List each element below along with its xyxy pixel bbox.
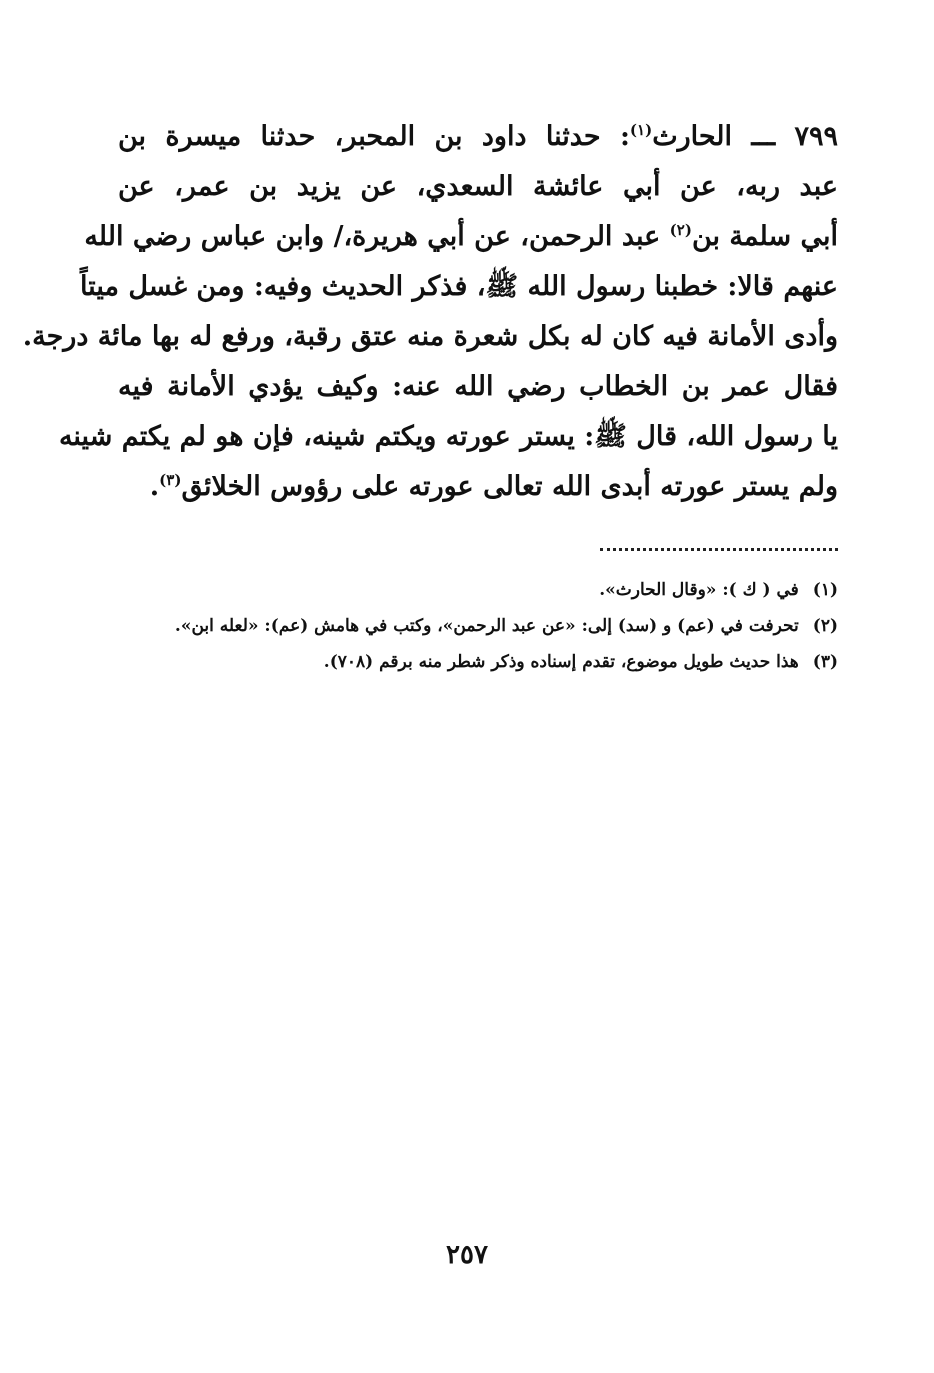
footnote-2 bbox=[118, 608, 838, 644]
footnote-ref-3: (٣) bbox=[159, 471, 182, 489]
footnote-3 bbox=[118, 644, 838, 680]
body-line-8-start: ولم يستر عورته أبدى الله تعالى عورته على رؤوس الخلائق bbox=[181, 471, 838, 502]
footnote-separator bbox=[600, 548, 838, 551]
body-line-1-start: ـــ الحارث bbox=[652, 121, 776, 152]
footnote-text: هذا حديث طويل موضوع، تقدم إسناده وذكر شطر منه برقم (٧٠٨). bbox=[323, 652, 799, 672]
body-line-2: عبد ربه، عن أبي عائشة السعدي، عن يزيد بن عمر، عن bbox=[118, 171, 838, 202]
body-line-6: فقال عمر بن الخطاب رضي الله عنه: وكيف يؤدي الأمانة فيه bbox=[118, 371, 838, 402]
body-line-3-rest: عبد الرحمن، عن أبي هريرة،/ وابن عباس رضي الله bbox=[84, 221, 670, 252]
footnote-number: (٣) bbox=[812, 652, 838, 672]
body-line-4: عنهم قالا: خطبنا رسول الله ﷺ، فذكر الحديث وفيه: ومن غسل ميتاً bbox=[79, 271, 838, 302]
footnote-text: في ( ك ): «وقال الحارث». bbox=[599, 580, 799, 600]
body-line-8-rest: . bbox=[149, 471, 160, 502]
footnotes bbox=[118, 572, 838, 680]
body-line-1-rest: : حدثنا داود بن المحبر، حدثنا ميسرة بن bbox=[118, 121, 630, 152]
page-number: ٢٥٧ bbox=[446, 1240, 488, 1270]
body-line-3 bbox=[84, 212, 838, 262]
footnote-1 bbox=[118, 572, 838, 608]
body-line-7: يا رسول الله، قال ﷺ: يستر عورته ويكتم شينه، فإن هو لم يكتم شينه bbox=[58, 421, 838, 452]
footnote-number: (٢) bbox=[812, 616, 838, 636]
footnote-number: (١) bbox=[812, 580, 838, 600]
body-line-5: وأدى الأمانة فيه كان له بكل شعرة منه عتق رقبة، ورفع له بها مائة درجة. bbox=[22, 321, 838, 352]
footnote-text: تحرفت في (عم) و (سد) إلى: «عن عبد الرحمن»، وكتب في هامش (عم): «لعله ابن». bbox=[174, 616, 799, 636]
footnote-ref-2: (٢) bbox=[669, 221, 692, 239]
body-line-8 bbox=[118, 462, 838, 512]
body-line-1 bbox=[118, 112, 838, 162]
footnote-ref-1: (١) bbox=[629, 121, 653, 139]
body-line-3-start: أبي سلمة بن bbox=[691, 221, 838, 252]
hadith-body bbox=[22, 112, 838, 512]
hadith-number: ٧٩٩ bbox=[794, 121, 838, 152]
